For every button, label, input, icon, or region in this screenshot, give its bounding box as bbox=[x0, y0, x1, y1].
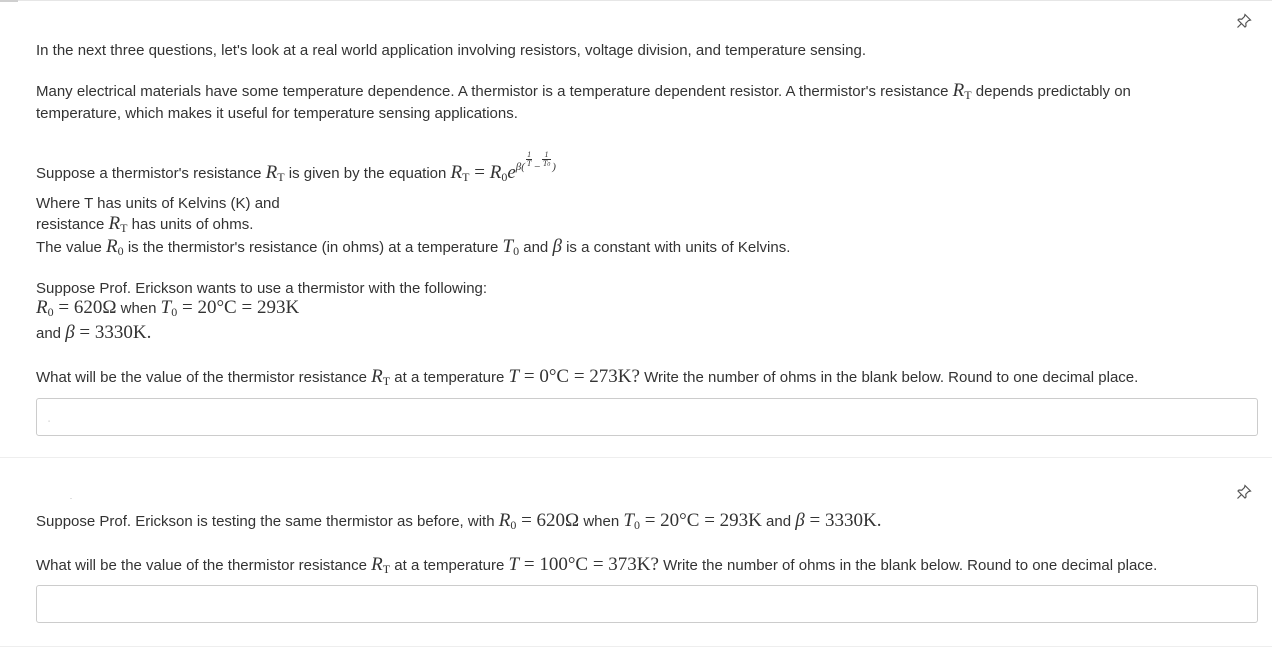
rt-symbol: $R_T$ bbox=[108, 213, 128, 235]
rt-symbol: $R_T$ bbox=[265, 162, 285, 184]
rt-symbol: $R_T$ bbox=[371, 366, 391, 388]
r0-symbol: $R_0$ bbox=[106, 236, 124, 258]
question-2 bbox=[0, 458, 1272, 646]
pin-icon[interactable] bbox=[1236, 484, 1252, 500]
r0-given: $R_0 = 620\Omega$ when $T_0 = 20^\circ C = 293K$ bbox=[36, 297, 300, 319]
answer-input-1[interactable] bbox=[36, 398, 1258, 436]
pin-icon[interactable] bbox=[1236, 13, 1252, 29]
suppose-line: Suppose Prof. Erickson is testing the same thermistor as before, with $R_0 = 620\Omega$ when $T_0 = 20^\circ C = 293K$ and β = 3330K. bbox=[36, 510, 882, 532]
question-prompt: What will be the value of the thermistor resistance $R_T$ at a temperature T = 100°C = 373K? Write the number of ohms in the blank below. Round to one decimal place. bbox=[36, 554, 1158, 576]
rt-symbol: $R_T$ bbox=[952, 80, 972, 102]
beta-given: and β = 3330K. bbox=[36, 322, 152, 343]
beta-symbol: β bbox=[552, 236, 562, 257]
units-line-1: Where T has units of Kelvins (K) and bbox=[36, 195, 280, 212]
intro-text: In the next three questions, let's look at a real world application involving resistors, voltage division, and temperature sensing. bbox=[36, 42, 866, 59]
t0-symbol: $T_0$ bbox=[502, 236, 520, 258]
answer-input-2[interactable] bbox=[36, 585, 1258, 623]
question-separator bbox=[0, 646, 1272, 647]
thermistor-equation: $R_T = R_0e^{\beta( \frac{1}{T} - \frac{1}{T0} )}$ bbox=[450, 150, 556, 184]
question-prompt: What will be the value of the thermistor resistance $R_T$ at a temperature T = 0°C = 273K? Write the number of ohms in the blank below. Round to one decimal place. bbox=[36, 366, 1139, 388]
faint-mark bbox=[70, 498, 72, 499]
rt-symbol: $R_T$ bbox=[371, 554, 391, 576]
equation-line: Suppose a thermistor's resistance $R_T$ is given by the equation $R_T = R_0e^{\beta( \frac{1}{T} - \frac{1}{T0} )}$ bbox=[36, 150, 556, 184]
units-line-2: resistance $R_T$ has units of ohms. bbox=[36, 213, 254, 235]
question-1 bbox=[0, 1, 1272, 457]
value-line: The value $R_0$ is the thermistor's resistance (in ohms) at a temperature $T_0$ and β is a constant with units of Kelvins. bbox=[36, 236, 791, 258]
definition-line-1: Many electrical materials have some temperature dependence. A thermistor is a temperature dependent resistor. A thermistor's resistance $R_T$ depends predictably on bbox=[36, 80, 1131, 102]
suppose-line: Suppose Prof. Erickson wants to use a thermistor with the following: bbox=[36, 280, 488, 297]
definition-line-2: temperature, which makes it useful for temperature sensing applications. bbox=[36, 105, 518, 122]
